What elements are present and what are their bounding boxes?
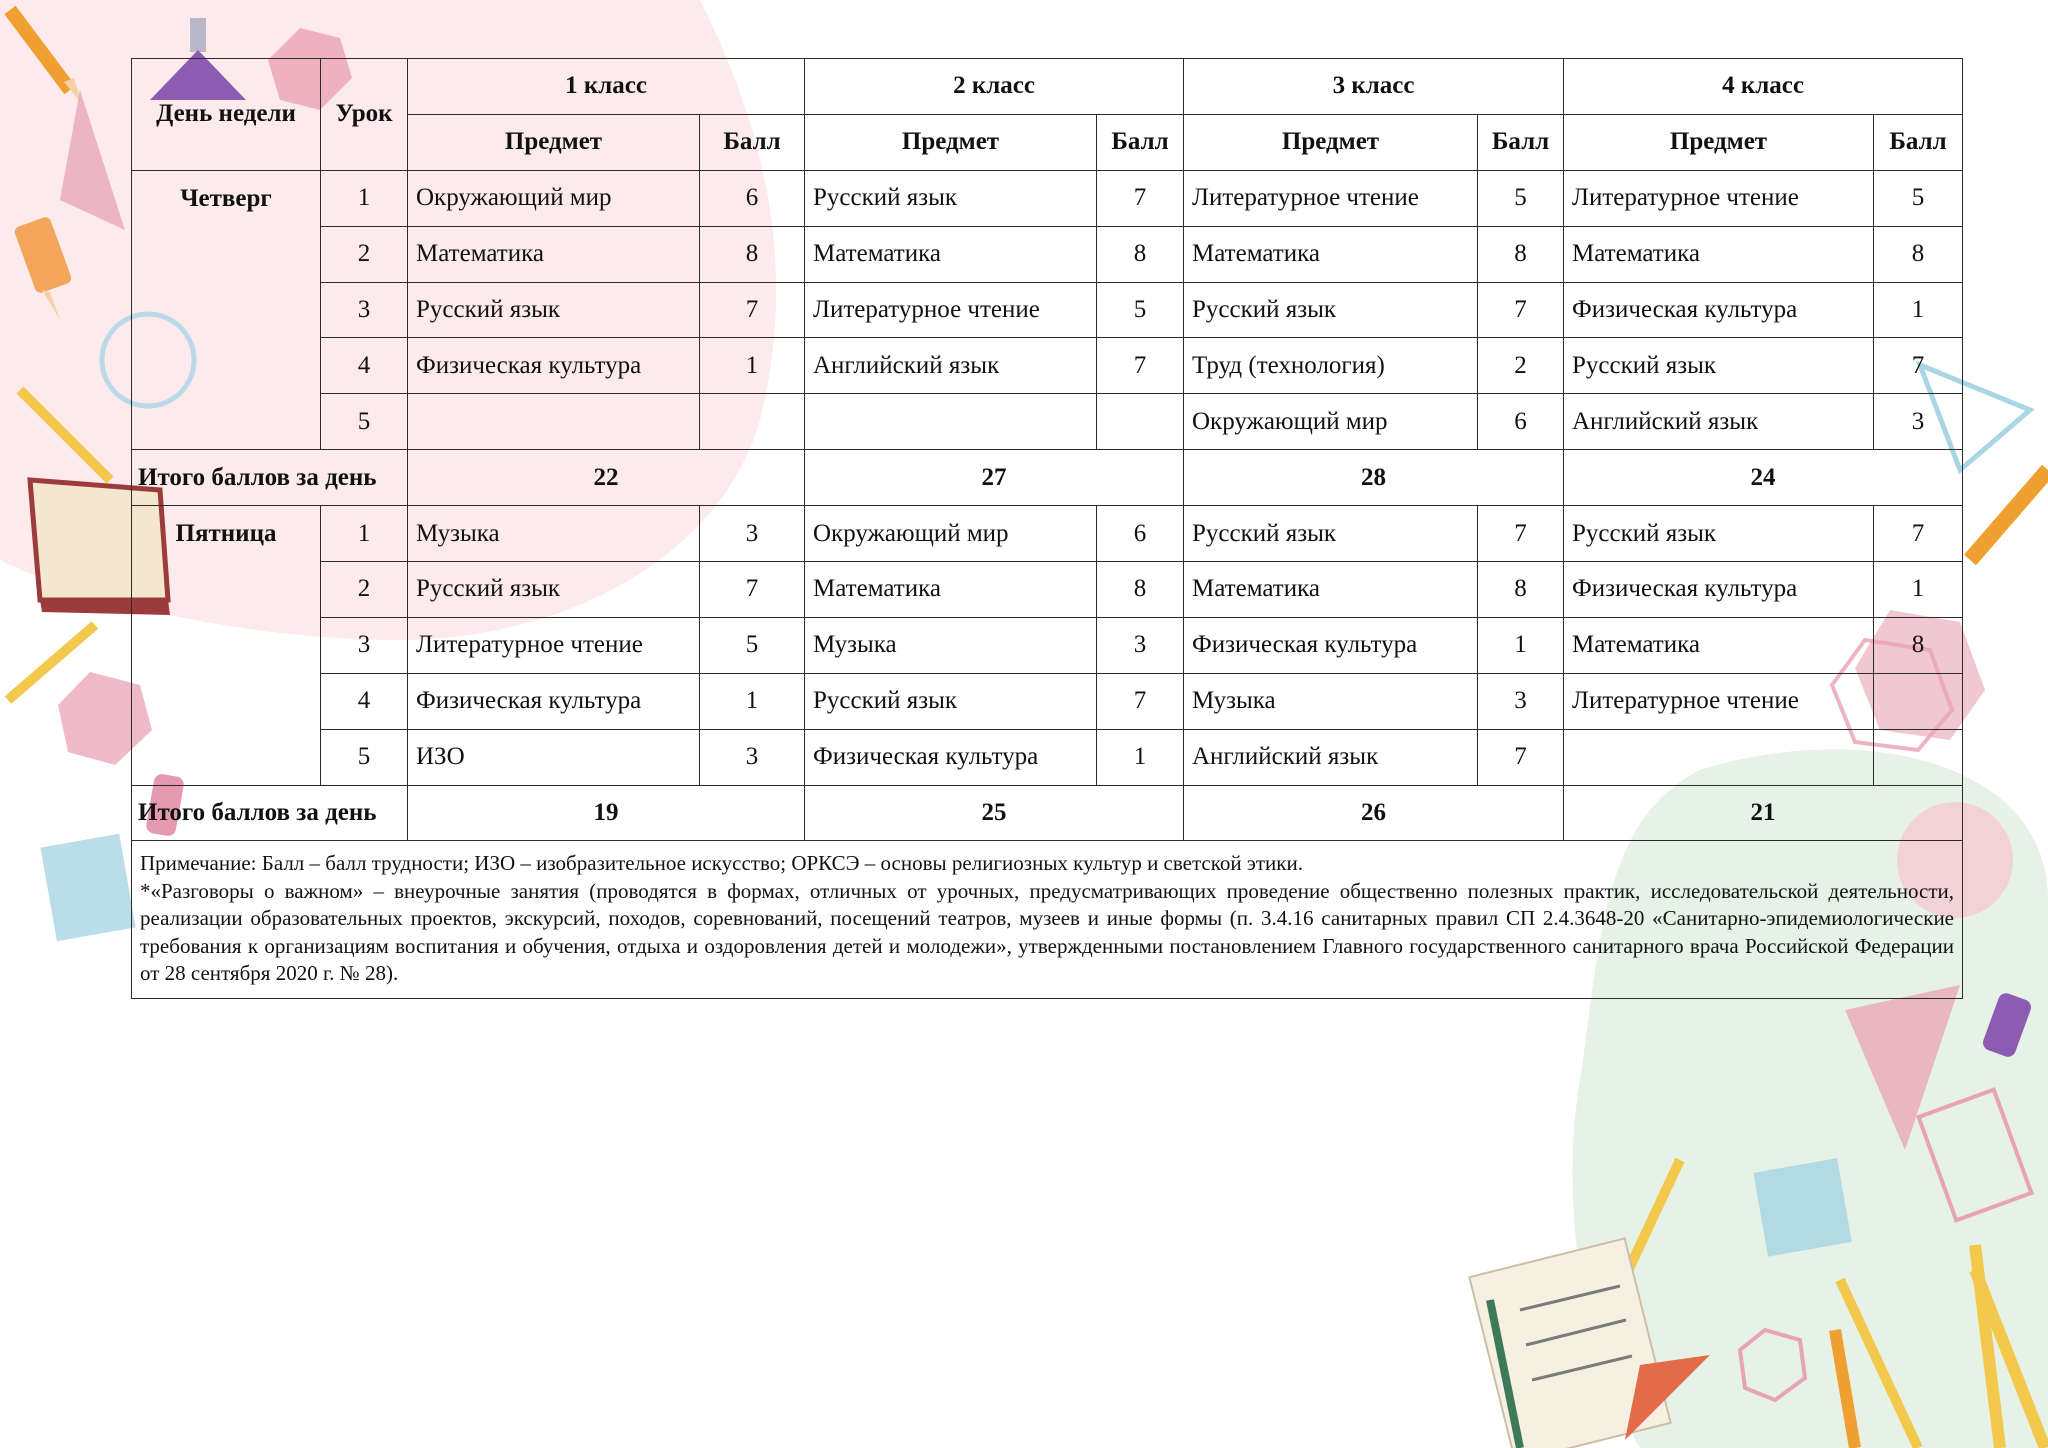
header-row-classes bbox=[132, 59, 1963, 115]
note-footnote: *«Разговоры о важном» – внеурочные занятия (проводятся в формах, отличных от урочных, предусматривающих проведение общественно полезных практик, исследовательской деятельности, реализации образовательных проектов, экскурсий, походов, соревнований, посещений театров, музеев и иные формы (п. 3.4.16 санитарных правил СП 2.4.3648-20 «Санитарно-эпидемиологические требования к организациям воспитания и обучения, отдыха и оздоровления детей и молодежи», утвержденными постановлением Главного государственного санитарного врача Российской Федерации от 28 сентября 2020 г. № 28). bbox=[140, 878, 1954, 986]
total-class-4: 21 bbox=[1564, 785, 1963, 841]
subject-cell: Английский язык bbox=[805, 338, 1097, 394]
subject-cell: Русский язык bbox=[1564, 338, 1874, 394]
lesson-column-header: Урок bbox=[321, 59, 408, 171]
score-cell: 2 bbox=[1478, 338, 1564, 394]
subject-header: Предмет bbox=[805, 114, 1097, 170]
score-header: Балл bbox=[700, 114, 805, 170]
score-cell: 1 bbox=[700, 338, 805, 394]
score-cell bbox=[1097, 394, 1184, 450]
subject-cell: ИЗО bbox=[408, 729, 700, 785]
score-cell: 8 bbox=[1478, 562, 1564, 618]
subject-cell: Русский язык bbox=[1184, 282, 1478, 338]
subject-header: Предмет bbox=[1564, 114, 1874, 170]
subject-cell: Русский язык bbox=[408, 562, 700, 618]
subject-cell: Математика bbox=[408, 226, 700, 282]
subject-cell: Русский язык bbox=[1564, 506, 1874, 562]
score-cell: 3 bbox=[700, 729, 805, 785]
subject-cell: Физическая культура bbox=[1564, 562, 1874, 618]
score-cell bbox=[1874, 673, 1963, 729]
total-class-3: 28 bbox=[1184, 450, 1564, 506]
subject-cell: Музыка bbox=[805, 617, 1097, 673]
note-row bbox=[132, 841, 1963, 999]
lesson-number: 3 bbox=[321, 617, 408, 673]
score-cell bbox=[1874, 729, 1963, 785]
score-cell: 7 bbox=[700, 562, 805, 618]
score-cell: 8 bbox=[1097, 562, 1184, 618]
subject-cell bbox=[408, 394, 700, 450]
orange-pencil-icon bbox=[1970, 470, 2048, 560]
day-column-header: День недели bbox=[132, 59, 321, 171]
score-cell: 3 bbox=[1478, 673, 1564, 729]
score-cell: 5 bbox=[700, 617, 805, 673]
subject-header: Предмет bbox=[1184, 114, 1478, 170]
subject-cell: Окружающий мир bbox=[408, 170, 700, 226]
table-row bbox=[132, 282, 1963, 338]
score-cell: 1 bbox=[1874, 562, 1963, 618]
class-1-header: 1 класс bbox=[408, 59, 805, 115]
subject-cell: Музыка bbox=[1184, 673, 1478, 729]
score-cell: 8 bbox=[700, 226, 805, 282]
subject-cell: Английский язык bbox=[1184, 729, 1478, 785]
table-row bbox=[132, 394, 1963, 450]
score-cell: 7 bbox=[1874, 506, 1963, 562]
total-class-4: 24 bbox=[1564, 450, 1963, 506]
score-cell: 1 bbox=[1874, 282, 1963, 338]
total-row bbox=[132, 785, 1963, 841]
subject-cell: Русский язык bbox=[408, 282, 700, 338]
table-row bbox=[132, 226, 1963, 282]
score-cell: 6 bbox=[700, 170, 805, 226]
subject-cell: Литературное чтение bbox=[1564, 673, 1874, 729]
subject-cell: Физическая культура bbox=[408, 673, 700, 729]
score-cell: 1 bbox=[1478, 617, 1564, 673]
subject-cell: Математика bbox=[1184, 562, 1478, 618]
lesson-number: 4 bbox=[321, 338, 408, 394]
table-row bbox=[132, 562, 1963, 618]
total-class-1: 22 bbox=[408, 450, 805, 506]
blue-square-shape-2 bbox=[1753, 1158, 1851, 1256]
subject-cell: Музыка bbox=[408, 506, 700, 562]
score-cell: 7 bbox=[1478, 506, 1564, 562]
subject-cell: Литературное чтение bbox=[1184, 170, 1478, 226]
subject-cell: Труд (технология) bbox=[1184, 338, 1478, 394]
score-cell: 3 bbox=[700, 506, 805, 562]
subject-cell bbox=[1564, 729, 1874, 785]
score-header: Балл bbox=[1097, 114, 1184, 170]
lesson-number: 2 bbox=[321, 226, 408, 282]
note-legend: Примечание: Балл – балл трудности; ИЗО – изобразительное искусство; ОРКСЭ – основы религиозных культур и светской этики. bbox=[140, 851, 1303, 876]
day-name-friday: Пятница bbox=[132, 506, 321, 785]
score-cell: 6 bbox=[1097, 506, 1184, 562]
lesson-number: 2 bbox=[321, 562, 408, 618]
score-cell bbox=[700, 394, 805, 450]
total-class-2: 27 bbox=[805, 450, 1184, 506]
subject-cell: Математика bbox=[1564, 617, 1874, 673]
schedule-table bbox=[131, 58, 1963, 999]
total-label: Итого баллов за день bbox=[132, 450, 408, 506]
score-cell: 5 bbox=[1874, 170, 1963, 226]
subject-cell: Математика bbox=[1564, 226, 1874, 282]
class-2-header: 2 класс bbox=[805, 59, 1184, 115]
table-row bbox=[132, 338, 1963, 394]
subject-cell: Окружающий мир bbox=[805, 506, 1097, 562]
score-header: Балл bbox=[1478, 114, 1564, 170]
subject-cell: Русский язык bbox=[805, 673, 1097, 729]
score-cell: 7 bbox=[1097, 673, 1184, 729]
subject-cell: Физическая культура bbox=[408, 338, 700, 394]
lesson-number: 1 bbox=[321, 170, 408, 226]
table-row bbox=[132, 506, 1963, 562]
subject-cell: Литературное чтение bbox=[1564, 170, 1874, 226]
score-cell: 8 bbox=[1478, 226, 1564, 282]
lesson-number: 3 bbox=[321, 282, 408, 338]
score-cell: 8 bbox=[1097, 226, 1184, 282]
score-cell: 8 bbox=[1874, 226, 1963, 282]
total-class-3: 26 bbox=[1184, 785, 1564, 841]
subject-cell: Литературное чтение bbox=[408, 617, 700, 673]
total-label: Итого баллов за день bbox=[132, 785, 408, 841]
lesson-number: 5 bbox=[321, 394, 408, 450]
lesson-number: 5 bbox=[321, 729, 408, 785]
score-cell: 7 bbox=[1478, 282, 1564, 338]
score-cell: 7 bbox=[1478, 729, 1564, 785]
class-4-header: 4 класс bbox=[1564, 59, 1963, 115]
table-row bbox=[132, 170, 1963, 226]
subject-cell: Физическая культура bbox=[805, 729, 1097, 785]
lesson-number: 1 bbox=[321, 506, 408, 562]
class-3-header: 3 класс bbox=[1184, 59, 1564, 115]
blue-square-shape bbox=[40, 834, 135, 941]
score-cell: 3 bbox=[1874, 394, 1963, 450]
subject-cell: Русский язык bbox=[1184, 506, 1478, 562]
table-row bbox=[132, 617, 1963, 673]
subject-cell: Математика bbox=[1184, 226, 1478, 282]
total-row bbox=[132, 450, 1963, 506]
subject-cell: Русский язык bbox=[805, 170, 1097, 226]
lesson-number: 4 bbox=[321, 673, 408, 729]
score-cell: 1 bbox=[700, 673, 805, 729]
note-cell bbox=[132, 841, 1963, 999]
score-cell: 7 bbox=[1097, 338, 1184, 394]
score-cell: 3 bbox=[1097, 617, 1184, 673]
subject-cell: Математика bbox=[805, 562, 1097, 618]
score-cell: 5 bbox=[1478, 170, 1564, 226]
total-class-2: 25 bbox=[805, 785, 1184, 841]
subject-cell bbox=[805, 394, 1097, 450]
subject-cell: Английский язык bbox=[1564, 394, 1874, 450]
table-row bbox=[132, 729, 1963, 785]
score-cell: 6 bbox=[1478, 394, 1564, 450]
score-cell: 1 bbox=[1097, 729, 1184, 785]
score-cell: 8 bbox=[1874, 617, 1963, 673]
subject-cell: Окружающий мир bbox=[1184, 394, 1478, 450]
score-cell: 5 bbox=[1097, 282, 1184, 338]
score-header: Балл bbox=[1874, 114, 1963, 170]
subject-cell: Литературное чтение bbox=[805, 282, 1097, 338]
subject-header: Предмет bbox=[408, 114, 700, 170]
score-cell: 7 bbox=[1097, 170, 1184, 226]
subject-cell: Математика bbox=[805, 226, 1097, 282]
subject-cell: Физическая культура bbox=[1184, 617, 1478, 673]
total-class-1: 19 bbox=[408, 785, 805, 841]
score-cell: 7 bbox=[700, 282, 805, 338]
subject-cell: Физическая культура bbox=[1564, 282, 1874, 338]
score-cell: 7 bbox=[1874, 338, 1963, 394]
day-name-thursday: Четверг bbox=[132, 170, 321, 449]
table-row bbox=[132, 673, 1963, 729]
